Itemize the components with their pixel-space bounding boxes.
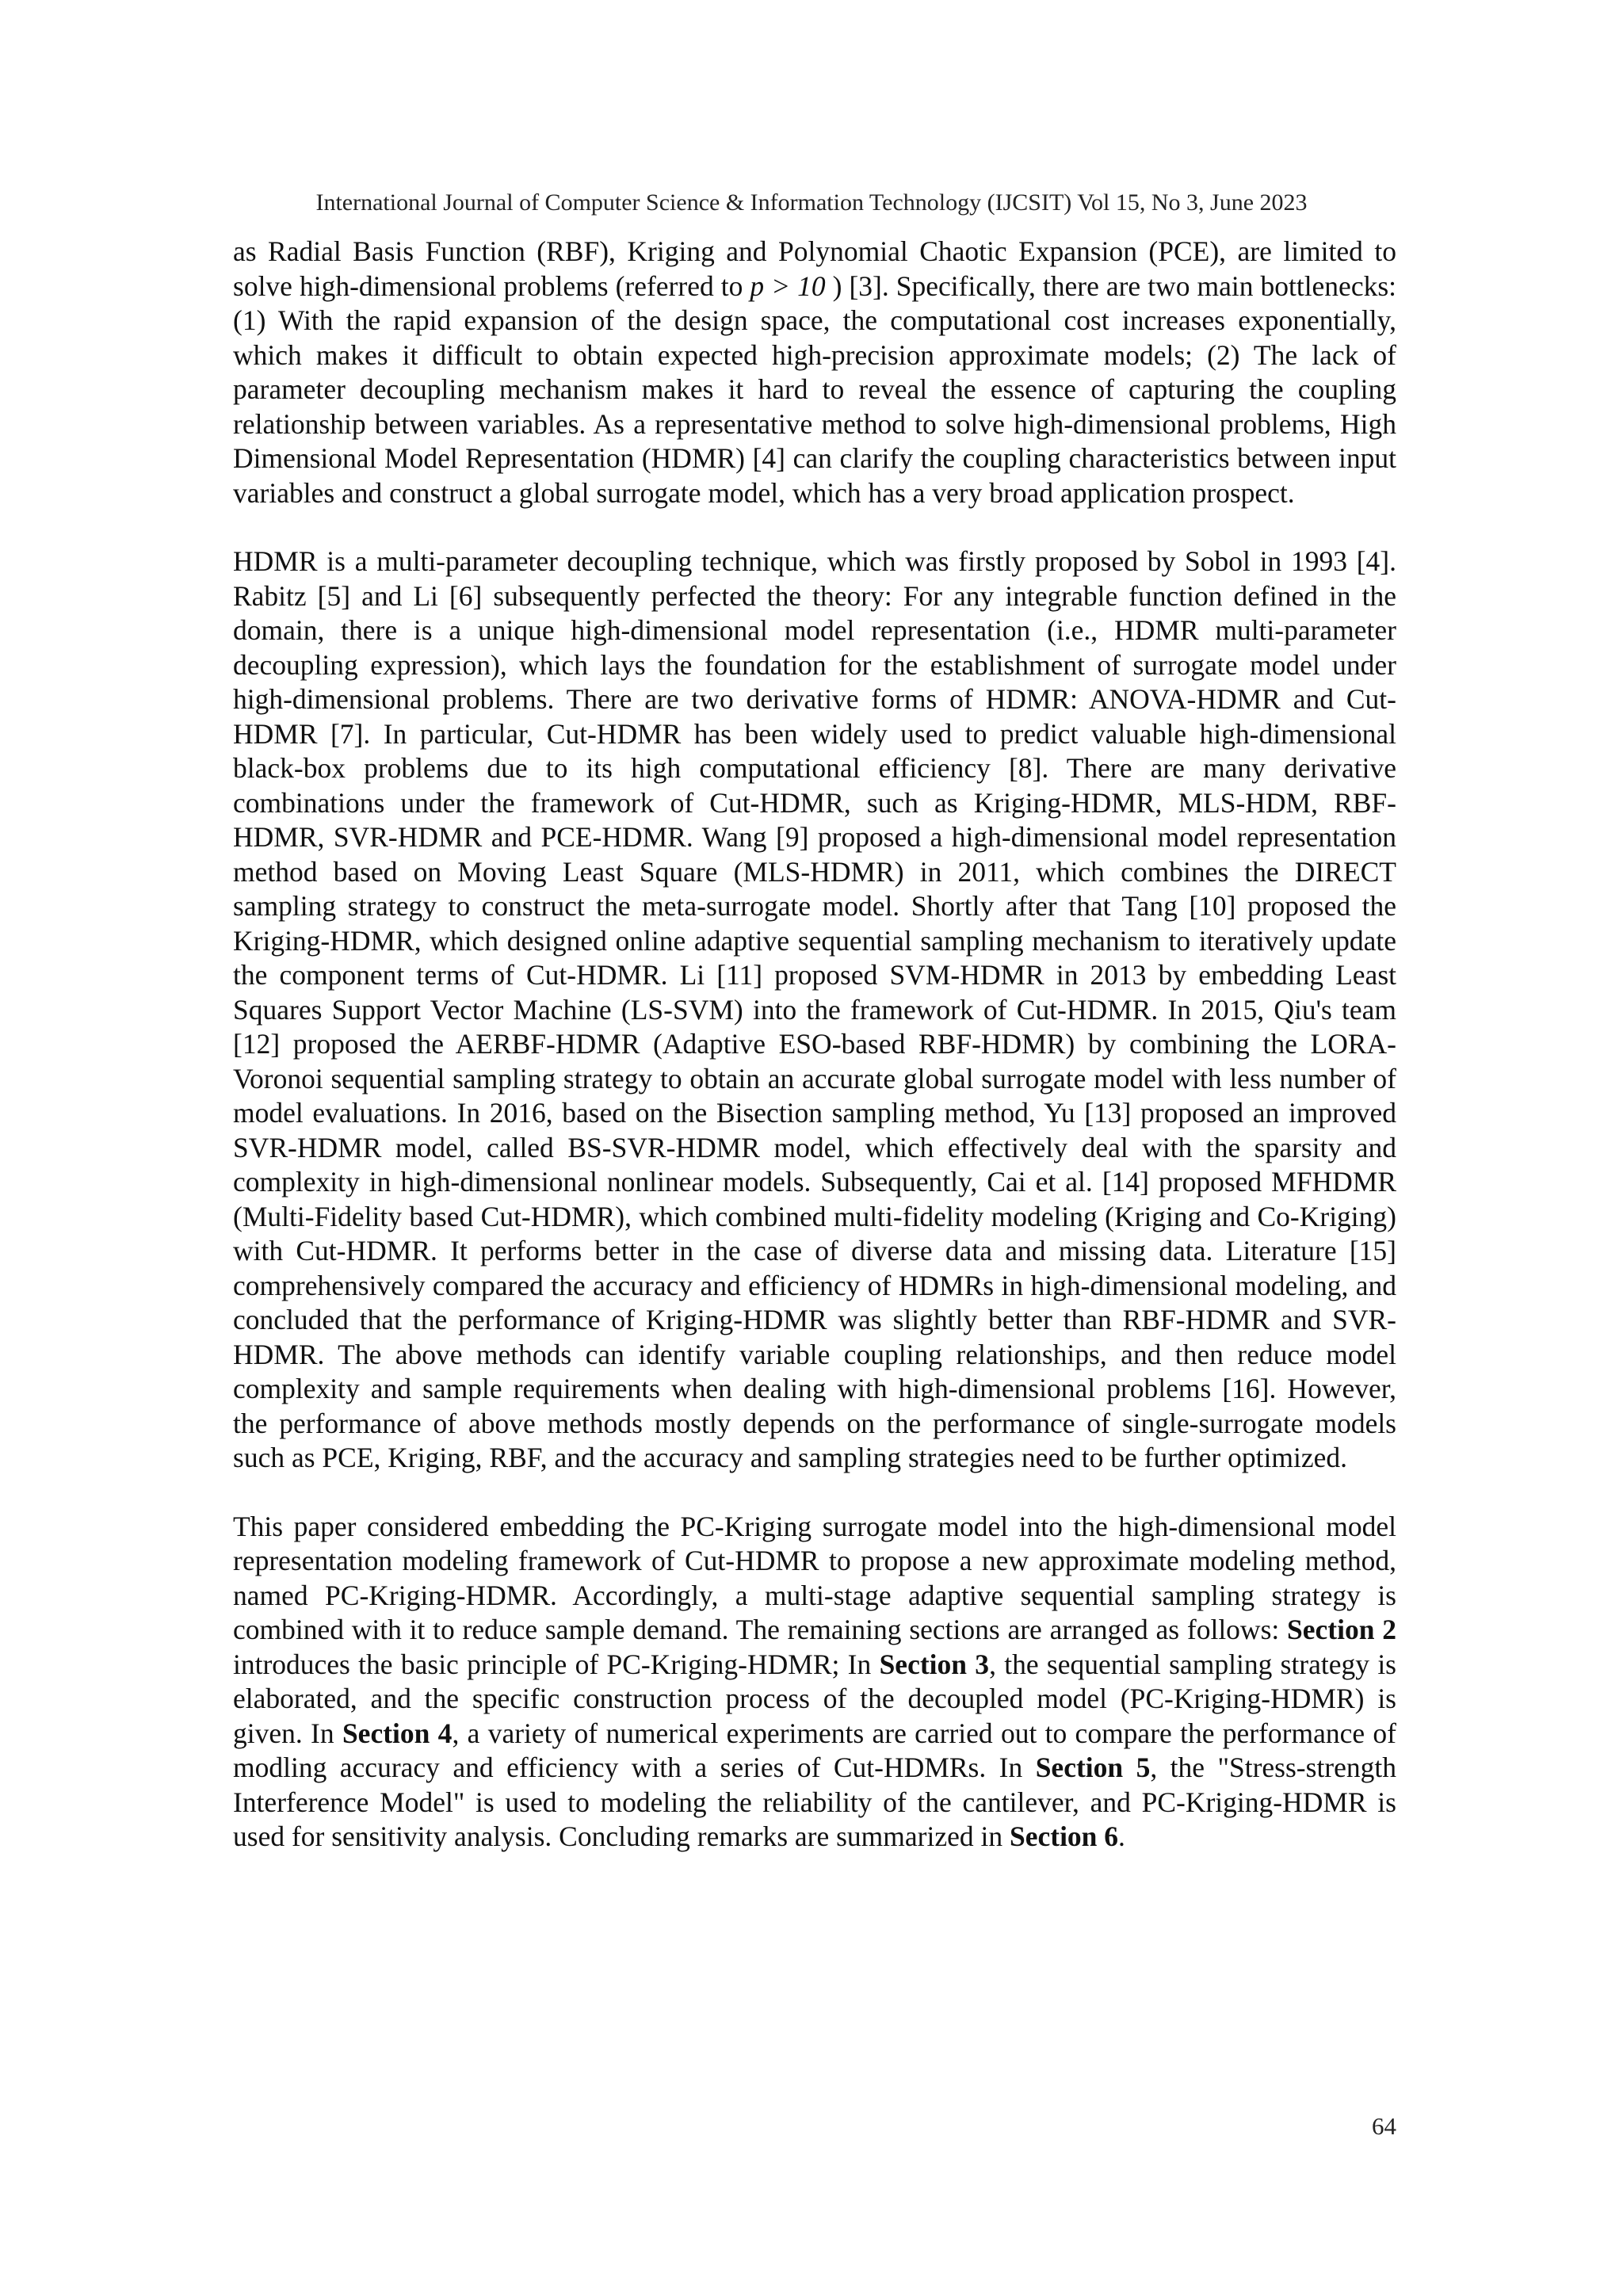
paragraph-3-text-6: . — [1118, 1820, 1125, 1852]
paragraph-3-text-1: This paper considered embedding the PC-Kriging surrogate model into the high-dimensional model representation modeling framework of Cut-HDMR to propose a new approximate modeling method, named PC-Kriging-HDMR. Accordingly, a multi-stage adaptive sequential sampling strategy is combined with it to reduce sample demand. The remaining sections are arranged as follows: — [233, 1510, 1396, 1645]
body-text — [233, 235, 1396, 1889]
section-ref-4: Section 4 — [342, 1717, 453, 1749]
section-ref-5: Section 5 — [1035, 1752, 1151, 1783]
running-header: International Journal of Computer Science & Information Technology (IJCSIT) Vol 15, No 3, June 2023 — [315, 189, 1308, 216]
paragraph-3-text-5: , the "Stress-strength Interference Model" is used to modeling the reliability of the cantilever, and PC-Kriging-HDMR is used for sensitivity analysis. Concluding remarks are summarized in — [233, 1752, 1396, 1852]
section-ref-6: Section 6 — [1009, 1820, 1119, 1852]
section-ref-2: Section 2 — [1287, 1614, 1396, 1645]
paragraph-3-text-2: introduces the basic principle of PC-Kriging-HDMR; In — [233, 1648, 880, 1680]
section-ref-3: Section 3 — [879, 1648, 990, 1680]
paragraph-3-text-3: , the sequential sampling strategy is elaborated, and the specific construction process of the decoupled model (PC-Kriging-HDMR) is given. In — [233, 1648, 1396, 1749]
page-number: 64 — [1372, 2112, 1396, 2140]
paragraph-1-text-a: as Radial Basis Function (RBF), Kriging and Polynomial Chaotic Expansion (PCE), are limited to solve high-dimensional problems (referred to — [233, 235, 1396, 302]
paragraph-1 — [233, 235, 1396, 510]
paragraph-3-text-4: , a variety of numerical experiments are carried out to compare the performance of modling accuracy and efficiency with a series of Cut-HDMRs. In — [233, 1717, 1396, 1783]
paragraph-2: HDMR is a multi-parameter decoupling technique, which was firstly proposed by Sobol in 1993 [4]. Rabitz [5] and Li [6] subsequently perfected the theory: For any integrable function defined in the domain, there is a unique high-dimensional model representation (i.e., HDMR multi-parameter decoupling expression), which lays the foundation for the establishment of surrogate model under high-dimensional problems. There are two derivative forms of HDMR: ANOVA-HDMR and Cut-HDMR [7]. In particular, Cut-HDMR has been widely used to predict valuable high-dimensional black-box problems due to its high computational efficiency [8]. There are many derivative combinations under the framework of Cut-HDMR, such as Kriging-HDMR, MLS-HDM, RBF-HDMR, SVR-HDMR and PCE-HDMR. Wang [9] proposed a high-dimensional model representation method based on Moving Least Square (MLS-HDMR) in 2011, which combines the DIRECT sampling strategy to construct the meta-surrogate model. Shortly after that Tang [10] proposed the Kriging-HDMR, which designed online adaptive sequential sampling mechanism to iteratively update the component terms of Cut-HDMR. Li [11] proposed SVM-HDMR in 2013 by embedding Least Squares Support Vector Machine (LS-SVM) into the framework of Cut-HDMR. In 2015, Qiu's team [12] proposed the AERBF-HDMR (Adaptive ESO-based RBF-HDMR) by combining the LORA-Voronoi sequential sampling strategy to obtain an accurate global surrogate model with less number of model evaluations. In 2016, based on the Bisection sampling method, Yu [13] proposed an improved SVR-HDMR model, called BS-SVR-HDMR model, which effectively deal with the sparsity and complexity in high-dimensional nonlinear models. Subsequently, Cai et al. [14] proposed MFHDMR (Multi-Fidelity based Cut-HDMR), which combined multi-fidelity modeling (Kriging and Co-Kriging) with Cut-HDMR. It performs better in the case of diverse data and missing data. Literature [15] comprehensively compared the accuracy and efficiency of HDMRs in high-dimensional modeling, and concluded that the performance of Kriging-HDMR was slightly better than RBF-HDMR and SVR-HDMR. The above methods can identify variable coupling relationships, and then reduce model complexity and sample requirements when dealing with high-dimensional problems [16]. However, the performance of above methods mostly depends on the performance of single-surrogate models such as PCE, Kriging, RBF, and the accuracy and sampling strategies need to be further optimized. — [233, 545, 1396, 1473]
inline-math: p > 10 — [750, 269, 826, 302]
paragraph-3 — [233, 1510, 1396, 1855]
paragraph-1-text-b: ) [3]. Specifically, there are two main bottlenecks: (1) With the rapid expansion of the design space, the computational cost increases exponentially, which makes it difficult to obtain expected high-precision approximate models; (2) The lack of parameter decoupling mechanism makes it hard to reveal the essence of capturing the coupling relationship between variables. As a representative method to solve high-dimensional problems, High Dimensional Model Representation (HDMR) [4] can clarify the coupling characteristics between input variables and construct a global surrogate model, which has a very broad application prospect. — [233, 269, 1396, 509]
